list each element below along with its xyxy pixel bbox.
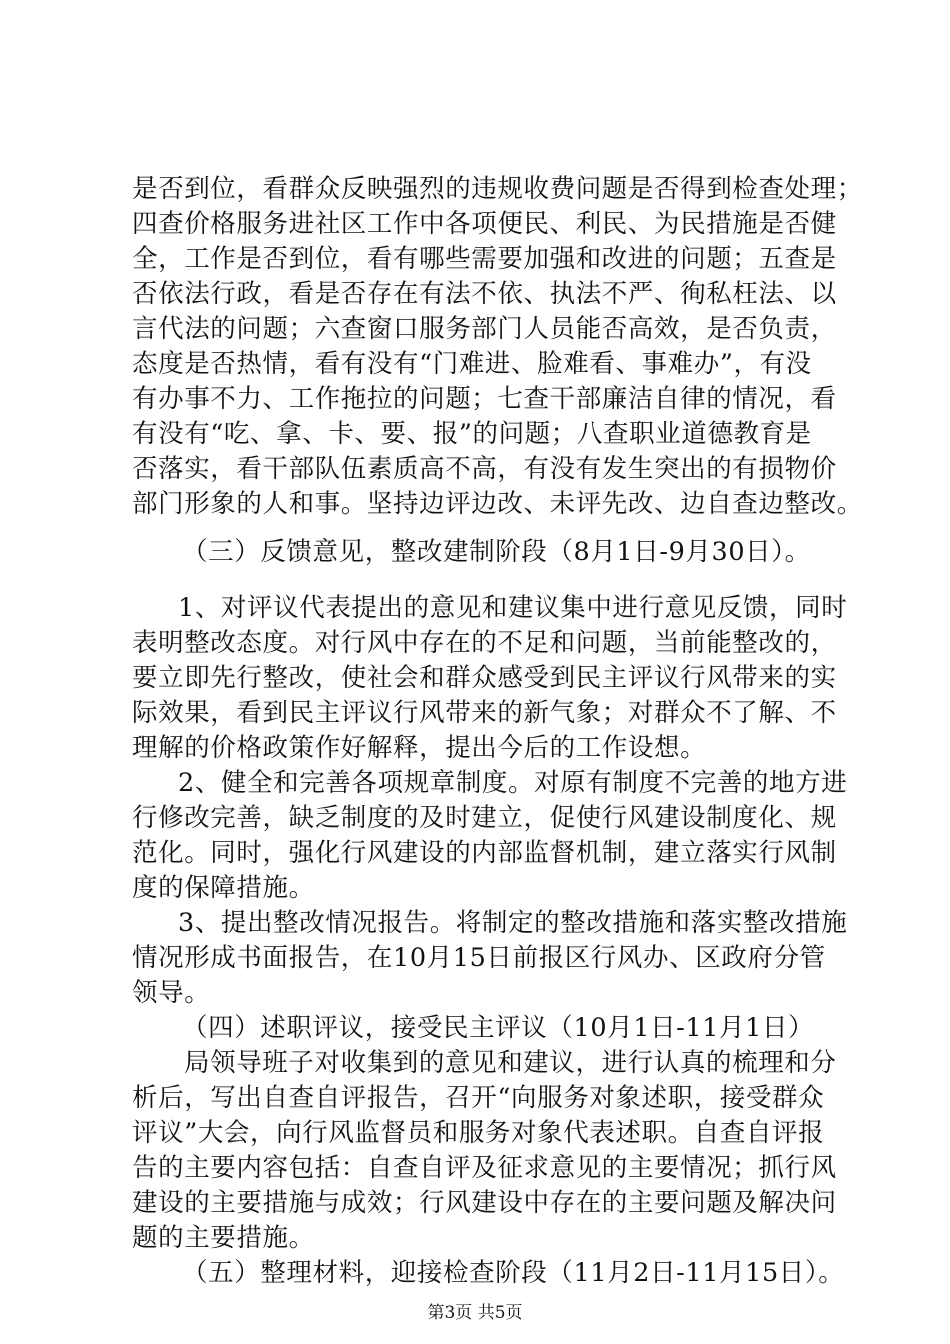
body-text-line: 否依法行政，看是否存在有法不依、执法不严、徇私枉法、以 bbox=[132, 279, 837, 309]
body-text-line: 建设的主要措施与成效；行风建设中存在的主要问题及解决问 bbox=[132, 1188, 837, 1218]
body-text-line: 范化。同时，强化行风建设的内部监督机制，建立落实行风制 bbox=[132, 838, 837, 868]
body-text-line: 全，工作是否到位，看有哪些需要加强和改进的问题；五查是 bbox=[132, 244, 837, 274]
body-text-line: 有办事不力、工作拖拉的问题；七查干部廉洁自律的情况，看 bbox=[132, 384, 837, 414]
body-text-line: 否落实，看干部队伍素质高不高，有没有发生突出的有损物价 bbox=[132, 454, 837, 484]
paragraph-first-line: 2、健全和完善各项规章制度。对原有制度不完善的地方进 bbox=[178, 768, 848, 798]
section-heading-5: （五）整理材料，迎接检查阶段（11月2日-11月15日）。 bbox=[182, 1258, 845, 1288]
body-text-line: 要立即先行整改，使社会和群众感受到民主评议行风带来的实 bbox=[132, 663, 837, 693]
paragraph-first-line: 1、对评议代表提出的意见和建议集中进行意见反馈，同时 bbox=[178, 593, 848, 623]
body-text-line: 理解的价格政策作好解释，提出今后的工作设想。 bbox=[132, 733, 707, 763]
body-text-line: 题的主要措施。 bbox=[132, 1223, 315, 1253]
body-text-line: 部门形象的人和事。坚持边评边改、未评先改、边自查边整改。 bbox=[132, 489, 863, 519]
section-heading-3: （三）反馈意见，整改建制阶段（8月1日-9月30日）。 bbox=[182, 537, 811, 567]
body-text-line: 表明整改态度。对行风中存在的不足和问题，当前能整改的， bbox=[132, 628, 837, 658]
body-text-line: 领导。 bbox=[132, 978, 211, 1008]
body-text-line: 是否到位，看群众反映强烈的违规收费问题是否得到检查处理； bbox=[132, 174, 863, 204]
body-text-line: 告的主要内容包括：自查自评及征求意见的主要情况；抓行风 bbox=[132, 1153, 837, 1183]
body-text-line: 行修改完善，缺乏制度的及时建立，促使行风建设制度化、规 bbox=[132, 803, 837, 833]
body-text-line: 析后，写出自查自评报告，召开“向服务对象述职，接受群众 bbox=[132, 1083, 825, 1113]
body-text-line: 态度是否热情，看有没有“门难进、脸难看、事难办”，有没 bbox=[132, 349, 812, 379]
body-text-line: 言代法的问题；六查窗口服务部门人员能否高效，是否负责， bbox=[132, 314, 837, 344]
body-text-line: 四查价格服务进社区工作中各项便民、利民、为民措施是否健 bbox=[132, 209, 837, 239]
section-heading-4: （四）述职评议，接受民主评议（10月1日-11月1日） bbox=[182, 1013, 815, 1043]
paragraph-first-line: 局领导班子对收集到的意见和建议，进行认真的梳理和分 bbox=[184, 1048, 837, 1078]
body-text-line: 评议”大会，向行风监督员和服务对象代表述职。自查自评报 bbox=[132, 1118, 825, 1148]
body-text-line: 情况形成书面报告，在10月15日前报区行风办、区政府分管 bbox=[132, 943, 826, 973]
page-footer: 第3页 共5页 bbox=[427, 1303, 523, 1323]
body-text-line: 度的保障措施。 bbox=[132, 873, 315, 903]
body-text-line: 有没有“吃、拿、卡、要、报”的问题；八查职业道德教育是 bbox=[132, 419, 812, 449]
paragraph-first-line: 3、提出整改情况报告。将制定的整改措施和落实整改措施 bbox=[178, 908, 848, 938]
body-text-line: 际效果，看到民主评议行风带来的新气象；对群众不了解、不 bbox=[132, 698, 837, 728]
